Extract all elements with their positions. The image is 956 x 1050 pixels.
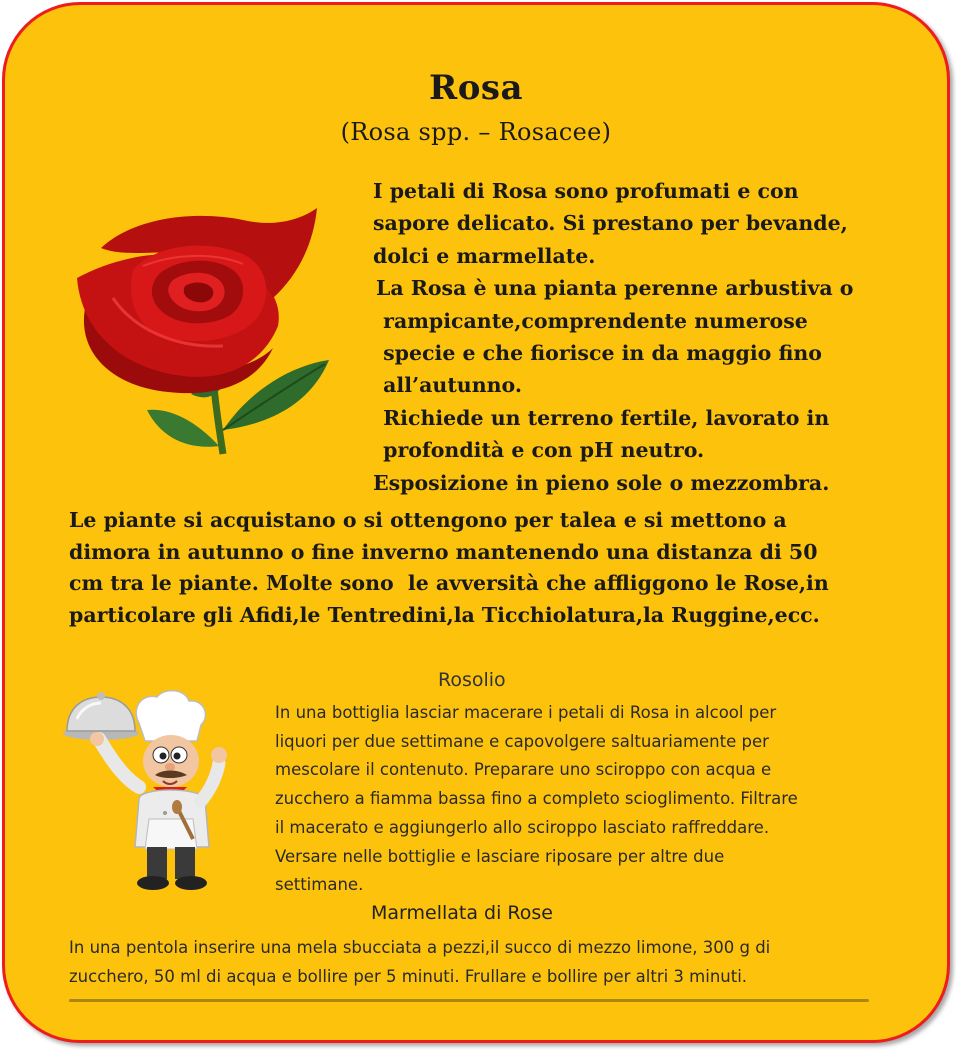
red-rose-icon (73, 208, 335, 456)
intro-line: rampicante,comprendente numerose (376, 308, 808, 333)
rosolio-line: mescolare il contenuto. Preparare uno sciroppo con acqua e (275, 760, 772, 780)
rosolio-line: liquori per due settimane e capovolgere saltuariamente per (275, 731, 769, 751)
marmellata-line: In una pentola inserire una mela sbucciata a pezzi,il succo di mezzo limone, 300 g di (69, 938, 771, 957)
intro-line: sapore delicato. Si prestano per bevande, (373, 211, 848, 236)
cultivation-line: cm tra le piante. Molte sono le avversità che affliggono le Rose,in (69, 571, 829, 595)
intro-text (373, 175, 913, 499)
cropped-text-line (69, 989, 869, 1003)
rosolio-line: Versare nelle bottiglie e lasciare riposare per altre due (275, 846, 725, 866)
recipe-card (2, 2, 950, 1043)
page-subtitle: (Rosa spp. – Rosacee) (340, 118, 612, 146)
intro-line: Esposizione in pieno sole o mezzombra. (373, 470, 830, 495)
marmellata-line: zucchero, 50 ml di acqua e bollire per 5 minuti. Frullare e bollire per altri 3 minuti. (69, 967, 748, 986)
intro-line: profondità e con pH neutro. (376, 438, 705, 463)
chef-icon (61, 689, 231, 899)
rosolio-line: In una bottiglia lasciar macerare i petali di Rosa in alcool per (275, 703, 777, 722)
intro-line: all’autunno. (376, 373, 522, 398)
rosolio-line: settimane. (275, 875, 364, 895)
cultivation-line: particolare gli Afidi,le Tentredini,la Ticchiolatura,la Ruggine,ecc. (69, 602, 820, 627)
intro-line: Richiede un terreno fertile, lavorato in (376, 405, 830, 430)
marmellata-text (69, 933, 889, 991)
cultivation-line: dimora in autunno o fine inverno mantenendo una distanza di 50 (69, 539, 818, 564)
intro-line: dolci e marmellate. (373, 243, 596, 268)
marmellata-heading: Marmellata di Rose (371, 902, 553, 924)
intro-line: La Rosa è una pianta perenne arbustiva o (376, 276, 854, 301)
rosolio-text (275, 699, 895, 900)
cultivation-line: Le piante si acquistano o si ottengono per talea e si mettono a (69, 508, 787, 532)
page-title: Rosa (428, 68, 524, 108)
rosolio-line: zucchero a fiamma bassa fino a completo scioglimento. Filtrare (275, 789, 798, 809)
intro-line: I petali di Rosa sono profumati e con (373, 179, 799, 203)
rosolio-line: il macerato e aggiungerlo allo sciroppo lasciato raffreddare. (275, 817, 770, 837)
rosolio-heading: Rosolio (438, 669, 506, 691)
cultivation-text (69, 505, 909, 631)
intro-line: specie e che fiorisce in da maggio fino (376, 341, 822, 366)
